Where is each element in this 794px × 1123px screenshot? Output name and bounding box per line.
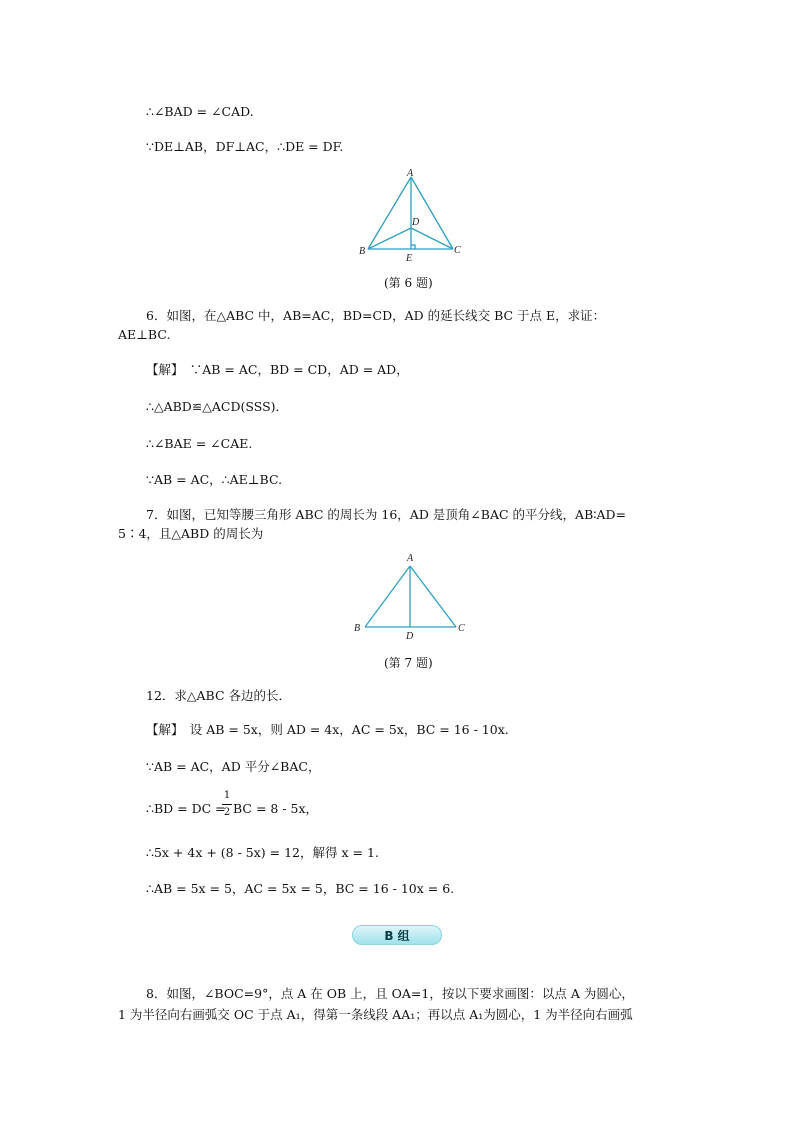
problem-8-text: 8．如图，∠BOC=9°，点 A 在 OB 上，且 OA=1，按以下要求画图：以点 A 为圆心， (146, 986, 634, 1001)
label-b: B (354, 623, 361, 634)
figure-7-diagram (350, 550, 470, 642)
problem-8-text: 1 为半径向右画弧交 OC 于点 A₁，得第一条线段 AA₁；再以点 A₁为圆心，1 为半径向右画弧 (118, 1007, 633, 1022)
solution-line: ∴∠BAE = ∠CAE. (146, 436, 253, 451)
solution-line: 【解】 设 AB = 5x，则 AD = 4x，AC = 5x，BC = 16 - 10x. (146, 722, 509, 737)
solution-line: ∵AB = AC，AD 平分∠BAC， (146, 759, 321, 774)
label-d: D (412, 217, 420, 228)
solution-line: ∴5x + 4x + (8 - 5x) = 12，解得 x = 1. (146, 845, 379, 860)
label-b: B (359, 246, 366, 257)
figure-6-diagram (350, 166, 470, 264)
label-a: A (407, 168, 414, 179)
solution-line: ∴△ABD≌△ACD(SSS)． (146, 399, 289, 414)
fraction-denominator: 2 (223, 807, 231, 818)
label-a: A (407, 553, 414, 564)
segment-ab (365, 566, 410, 627)
problem-6-text: AE⊥BC. (118, 327, 171, 342)
solution-line: ∴∠BAD = ∠CAD. (146, 104, 254, 119)
solution-line: 【解】 ∵AB = AC，BD = CD，AD = AD， (146, 362, 409, 377)
problem-7-text: 5∶4，且△ABD 的周长为 (118, 526, 264, 541)
segment-ac (410, 566, 456, 627)
section-badge: B 组 (352, 925, 442, 945)
problem-7-text: 7．如图，已知等腰三角形 ABC 的周长为 16，AD 是顶角∠BAC 的平分线，AB∶AD= (146, 507, 627, 522)
fraction-one-half (222, 790, 232, 819)
solution-line: BC = 8 - 5x， (233, 801, 319, 816)
figure-6-caption: (第 6 题) (384, 276, 433, 290)
label-d: D (406, 631, 414, 642)
fraction-numerator: 1 (223, 790, 231, 801)
solution-line: ∴AB = 5x = 5，AC = 5x = 5，BC = 16 - 10x = 6. (146, 881, 455, 896)
solution-line: ∵AB = AC，∴AE⊥BC. (146, 472, 283, 487)
problem-6-text: 6．如图，在△ABC 中，AB=AC，BD=CD，AD 的延长线交 BC 于点 E，求证： (146, 308, 606, 323)
solution-line: ∵DE⊥AB，DF⊥AC，∴DE = DF. (146, 139, 344, 154)
fraction-bar (222, 804, 232, 805)
label-c: C (454, 245, 461, 256)
label-c: C (458, 623, 465, 634)
problem-7-text: 12．求△ABC 各边的长． (146, 688, 292, 703)
figure-7-caption: (第 7 题) (384, 656, 433, 670)
solution-line: ∴BD = DC = (146, 801, 226, 816)
label-e: E (406, 253, 413, 264)
